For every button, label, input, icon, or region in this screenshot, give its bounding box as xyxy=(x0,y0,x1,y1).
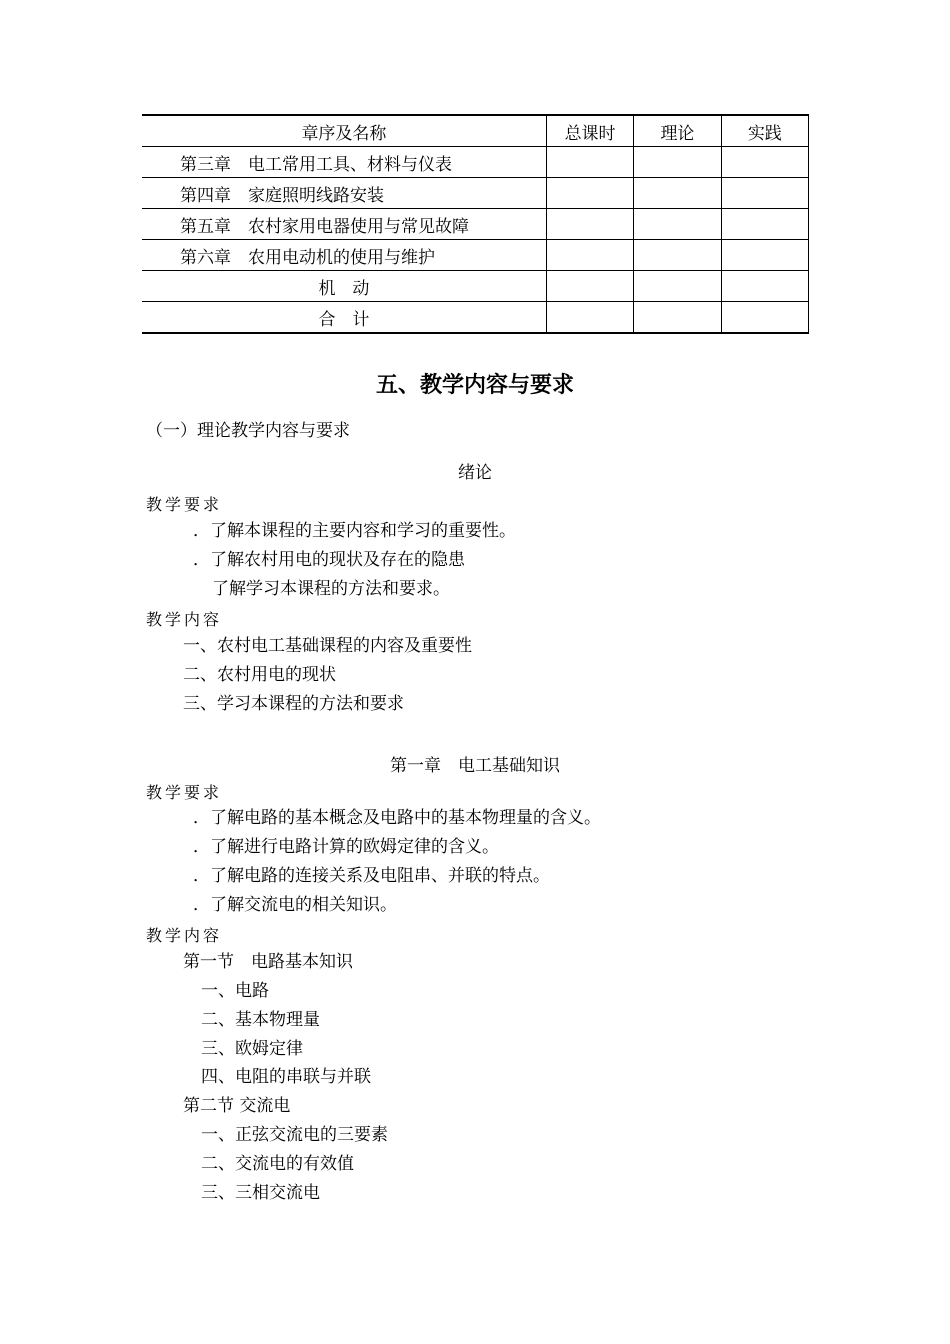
row-practice xyxy=(721,240,808,271)
row-practice xyxy=(721,302,808,334)
table-row xyxy=(142,178,809,209)
row-practice xyxy=(721,209,808,240)
row-name: 第四章 家庭照明线路安装 xyxy=(142,178,546,209)
table-row xyxy=(142,302,809,334)
chapter1-requirements-label: 教学要求 xyxy=(146,783,223,802)
row-theory xyxy=(634,147,721,178)
schedule-table xyxy=(142,114,809,334)
row-name: 第三章 电工常用工具、材料与仪表 xyxy=(142,147,546,178)
chapter1-requirement: ．了解电路的连接关系及电阻串、并联的特点。 xyxy=(193,866,550,886)
row-name: 机 动 xyxy=(142,271,546,302)
chapter1-content-label: 教学内容 xyxy=(146,926,223,945)
section-title: 五、教学内容与要求 xyxy=(375,373,574,398)
chapter1-section-2-item: 三、三相交流电 xyxy=(201,1183,320,1203)
intro-content-item: 二、农村用电的现状 xyxy=(183,665,336,685)
header-theory: 理论 xyxy=(634,115,721,147)
intro-requirements-label: 教学要求 xyxy=(146,495,223,514)
chapter1-requirement: ．了解进行电路计算的欧姆定律的含义。 xyxy=(193,837,499,857)
row-practice xyxy=(721,178,808,209)
chapter1-section-1-item: 一、电路 xyxy=(201,981,269,1001)
row-total xyxy=(546,178,633,209)
chapter1-section-1: 第一节 电路基本知识 xyxy=(183,952,353,972)
header-practice: 实践 xyxy=(721,115,808,147)
intro-requirement: ．了解本课程的主要内容和学习的重要性。 xyxy=(193,521,516,541)
chapter1-section-1-item: 二、基本物理量 xyxy=(201,1010,320,1030)
row-practice xyxy=(721,147,808,178)
header-chapter: 章序及名称 xyxy=(142,115,546,147)
table-row xyxy=(142,147,809,178)
intro-content-item: 三、学习本课程的方法和要求 xyxy=(183,694,404,714)
row-total xyxy=(546,147,633,178)
table-row xyxy=(142,240,809,271)
row-theory xyxy=(634,178,721,209)
row-theory xyxy=(634,240,721,271)
row-total xyxy=(546,271,633,302)
row-total xyxy=(546,209,633,240)
intro-requirement: ．了解农村用电的现状及存在的隐患 xyxy=(193,550,465,570)
chapter1-requirement: ．了解交流电的相关知识。 xyxy=(193,895,397,915)
chapter1-section-2: 第二节 交流电 xyxy=(183,1096,291,1116)
row-name: 合 计 xyxy=(142,302,546,334)
row-name: 第六章 农用电动机的使用与维护 xyxy=(142,240,546,271)
table-header-row xyxy=(142,115,809,147)
row-theory xyxy=(634,302,721,334)
chapter1-section-2-item: 二、交流电的有效值 xyxy=(201,1154,354,1174)
row-theory xyxy=(634,271,721,302)
intro-content-item: 一、农村电工基础课程的内容及重要性 xyxy=(183,636,472,656)
row-practice xyxy=(721,271,808,302)
header-total-hours: 总课时 xyxy=(546,115,633,147)
row-total xyxy=(546,302,633,334)
intro-requirement: 了解学习本课程的方法和要求。 xyxy=(212,579,450,599)
table-row xyxy=(142,271,809,302)
chapter1-section-1-item: 三、欧姆定律 xyxy=(201,1039,303,1059)
chapter1-requirement: ．了解电路的基本概念及电路中的基本物理量的含义。 xyxy=(193,808,601,828)
row-theory xyxy=(634,209,721,240)
row-total xyxy=(546,240,633,271)
intro-title: 绪论 xyxy=(458,463,492,483)
table-row xyxy=(142,209,809,240)
intro-content-label: 教学内容 xyxy=(146,610,223,629)
row-name: 第五章 农村家用电器使用与常见故障 xyxy=(142,209,546,240)
chapter1-title: 第一章 电工基础知识 xyxy=(390,756,560,776)
subsection-heading: （一）理论教学内容与要求 xyxy=(146,421,350,441)
chapter1-section-1-item: 四、电阻的串联与并联 xyxy=(201,1067,371,1087)
chapter1-section-2-item: 一、正弦交流电的三要素 xyxy=(201,1125,388,1145)
